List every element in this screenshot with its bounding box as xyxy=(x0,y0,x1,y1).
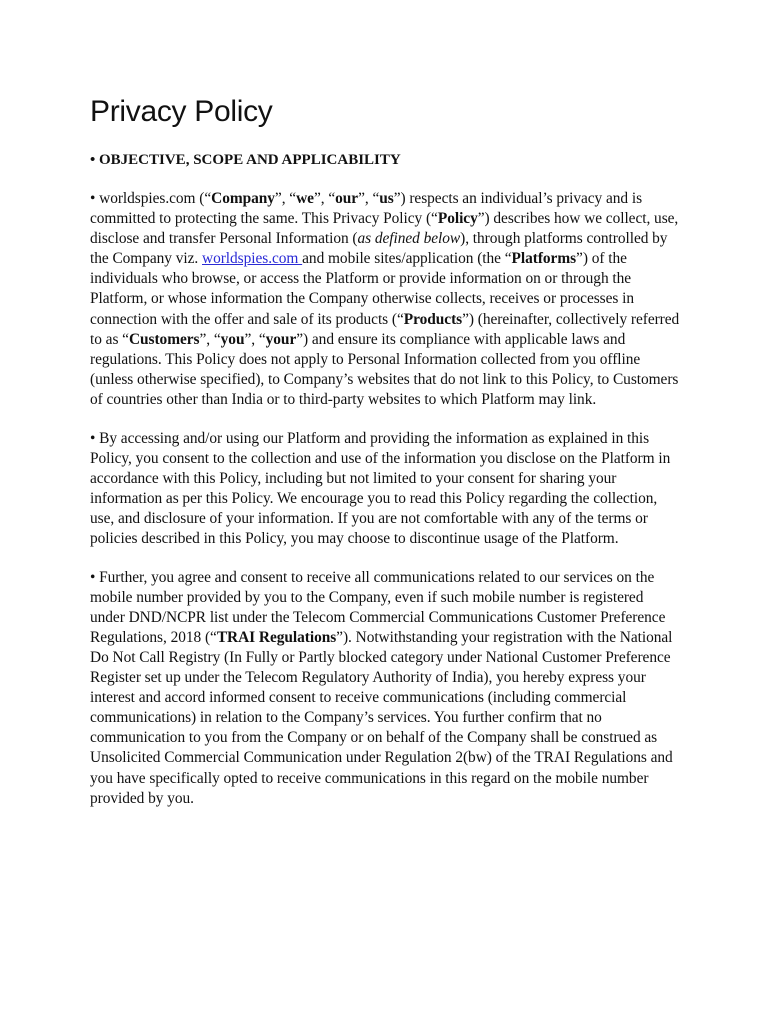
paragraph-scope xyxy=(90,189,680,410)
text: ”). Notwithstanding your registration with the National Do Not Call Registry (In Fully or Partly blocked category under National Customer Preference Register set up under the Telecom Regulatory Authority of India), you hereby express your interest and accord informed consent to receive communications (including commercial communications) in relation to the Company’s services. You further confirm that no communication to you from the Company or on behalf of the Company shall be construed as Unsolicited Commercial Communication under Regulation 2(bw) of the TRAI Regulations and you have specifically opted to receive communications in this regard on the mobile number provided by you. xyxy=(90,628,673,807)
term-our: our xyxy=(335,190,359,207)
text: ”, “ xyxy=(313,190,336,207)
page-title: Privacy Policy xyxy=(90,95,273,128)
text: ”) (hereinafter, collectively referred to as “ xyxy=(90,310,680,348)
term-policy: Policy xyxy=(437,210,478,228)
text: ”, “ xyxy=(274,190,297,207)
term-us: us xyxy=(379,190,394,207)
text: ”) and ensure its compliance with applicable laws and regulations. This Policy does not apply to Personal Information collected from you offline (unless otherwise specified), to Company’s websites that do not link to this Policy, to Customers of countries other than India or to third-party websites to which Platform may link. xyxy=(90,330,679,408)
worldspies-link[interactable]: worldspies.com xyxy=(202,250,303,268)
term-we: we xyxy=(296,190,314,207)
section-heading: • OBJECTIVE, SCOPE AND APPLICABILITY xyxy=(90,152,401,168)
text: • Further, you agree and consent to receive all communications related to our services on the mobile number provided by you to the Company, even if such mobile number is registered under DND/NCPR list under the Telecom Commercial Communications Customer Preference Regulations, 2018 (“ xyxy=(90,568,666,646)
text: ”) describes how we collect, use, disclose and transfer Personal Information ( xyxy=(90,210,679,248)
text: ”) of the individuals who browse, or access the Platform or provide information on or through the Platform, or whose information the Company otherwise collects, receives or processes in connection with the offer and sale of its products (“ xyxy=(90,250,635,328)
term-company: Company xyxy=(211,190,275,207)
term-trai-regulations: TRAI Regulations xyxy=(216,628,337,646)
term-your: your xyxy=(265,330,297,348)
paragraph-communications xyxy=(90,568,680,809)
text: and mobile sites/application (the “ xyxy=(302,250,512,268)
text: ”, “ xyxy=(199,330,221,348)
term-platforms: Platforms xyxy=(511,250,577,268)
text: ), through platforms controlled by the Company viz. xyxy=(90,230,668,268)
paragraph-consent: • By accessing and/or using our Platform and providing the information as explained in this Policy, you consent to the collection and use of the information you disclose on the Platform in accordance with this Policy, including but not limited to your consent for sharing your information as per this Policy. We encourage you to read this Policy regarding the collection, use, and disclosure of your information. If you are not comfortable with any of the terms or policies described in this Policy, you may choose to discontinue usage of the Platform. xyxy=(90,429,671,547)
term-products: Products xyxy=(403,310,463,328)
text: • worldspies.com (“ xyxy=(90,190,212,207)
term-customers: Customers xyxy=(128,330,200,348)
term-you: you xyxy=(220,330,245,348)
italic-note: as defined below xyxy=(357,230,461,248)
text: ”, “ xyxy=(244,330,266,348)
text: ”, “ xyxy=(358,190,380,207)
text: ”) respects an individual’s privacy and is committed to protecting the same. This Privacy Policy (“ xyxy=(90,190,643,228)
